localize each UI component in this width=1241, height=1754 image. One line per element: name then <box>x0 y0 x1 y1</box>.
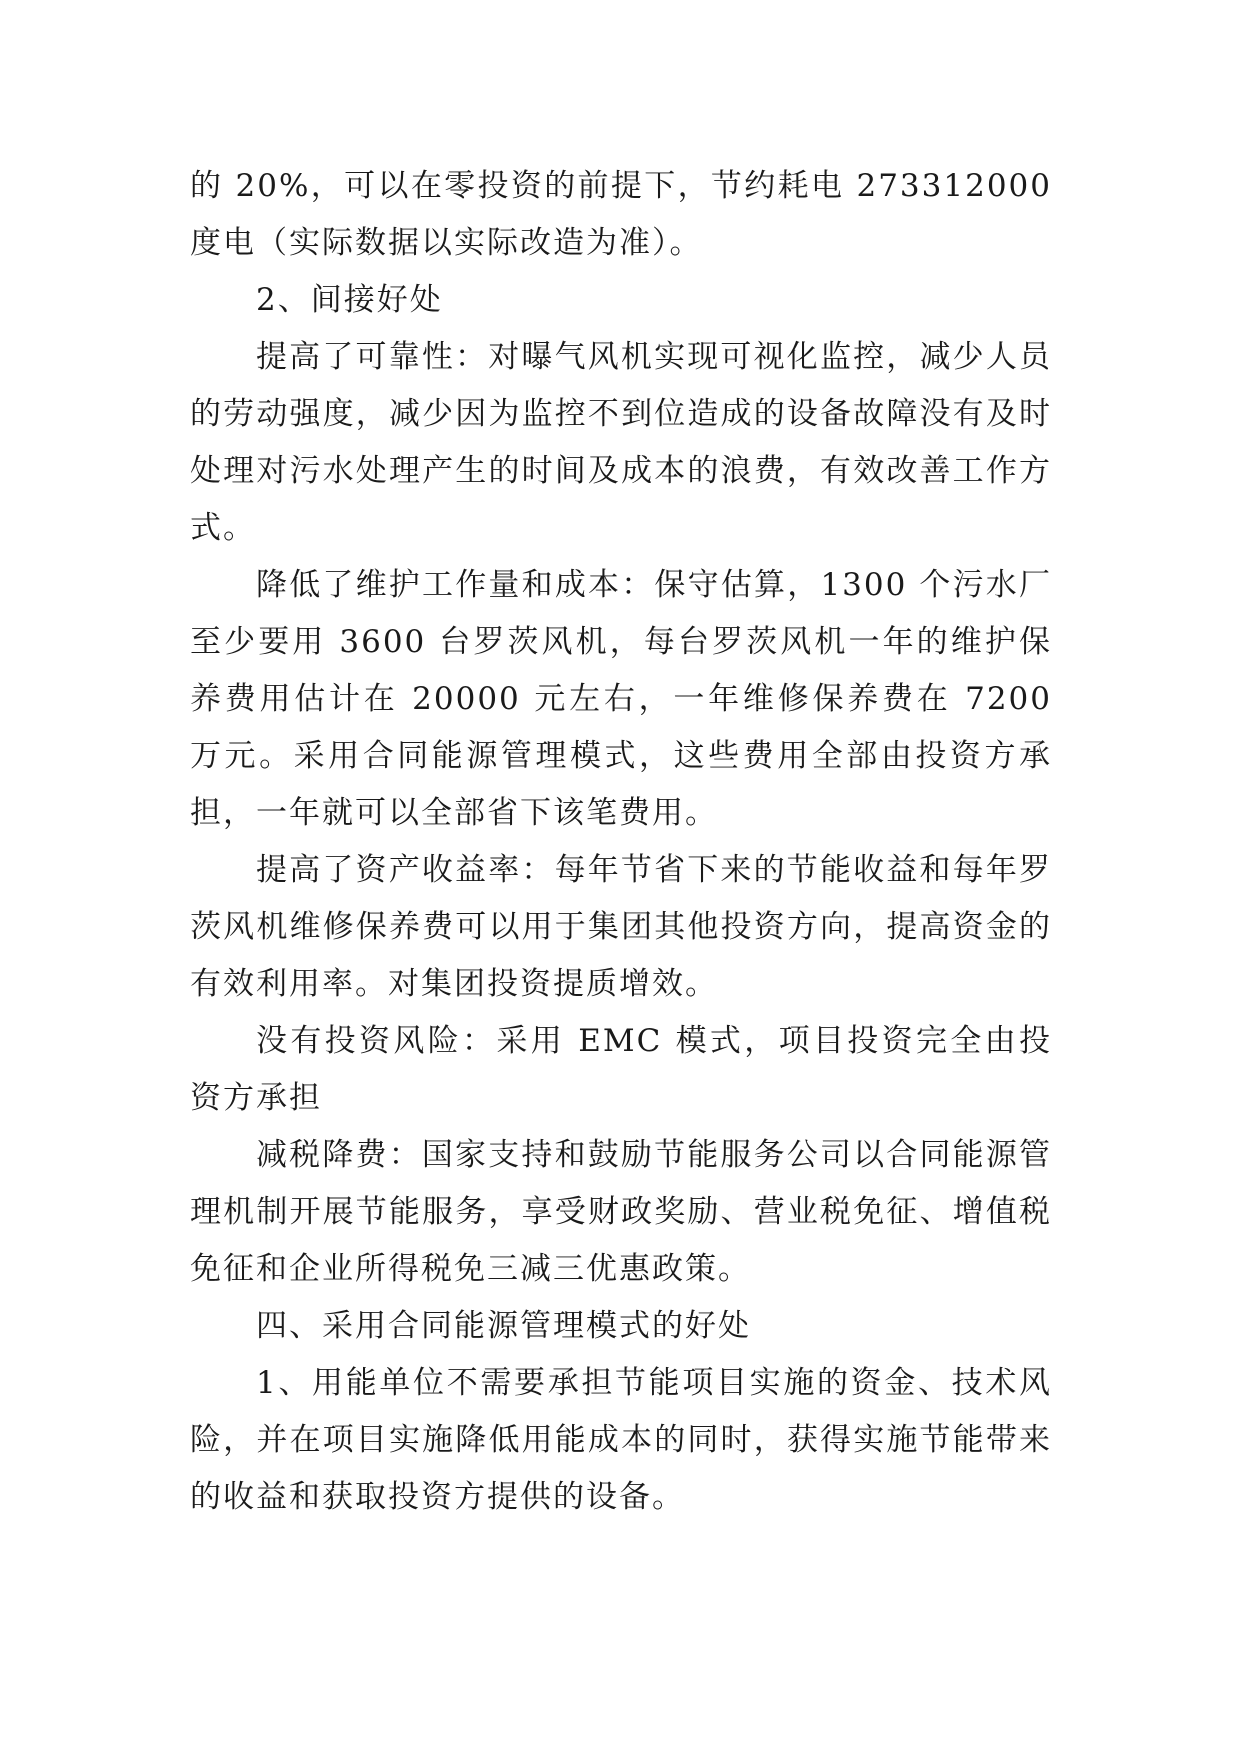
document-page <box>190 158 1052 1526</box>
paragraph-maintenance-cost: 降低了维护工作量和成本：保守估算，1300 个污水厂至少要用 3600 台罗茨风机，每台罗茨风机一年的维护保养费用估计在 20000 元左右，一年维修保养费在 7200 万元。采用合同能源管理模式，这些费用全部由投资方承担，一年就可以全部省下该笔费用。 <box>190 567 1052 831</box>
paragraph-reliability: 提高了可靠性：对曝气风机实现可视化监控，减少人员的劳动强度，减少因为监控不到位造成的设备故障没有及时处理对污水处理产生的时间及成本的浪费，有效改善工作方式。 <box>190 339 1052 546</box>
paragraph-asset-return: 提高了资产收益率：每年节省下来的节能收益和每年罗茨风机维修保养费可以用于集团其他投资方向，提高资金的有效利用率。对集团投资提质增效。 <box>190 852 1052 1002</box>
paragraph-tax-reduction: 减税降费：国家支持和鼓励节能服务公司以合同能源管理机制开展节能服务，享受财政奖励、营业税免征、增值税免征和企业所得税免三减三优惠政策。 <box>190 1137 1052 1287</box>
paragraph-energy-savings-continued: 的 20%，可以在零投资的前提下，节约耗电 273312000 度电（实际数据以实际改造为准）。 <box>190 168 1052 261</box>
paragraph-emc-benefit-1: 1、用能单位不需要承担节能项目实施的资金、技术风险，并在项目实施降低用能成本的同时，获得实施节能带来的收益和获取投资方提供的设备。 <box>190 1365 1052 1515</box>
heading-emc-benefits: 四、采用合同能源管理模式的好处 <box>256 1308 751 1344</box>
paragraph-no-investment-risk: 没有投资风险：采用 EMC 模式，项目投资完全由投资方承担 <box>190 1023 1052 1116</box>
heading-indirect-benefits: 2、间接好处 <box>256 282 443 318</box>
